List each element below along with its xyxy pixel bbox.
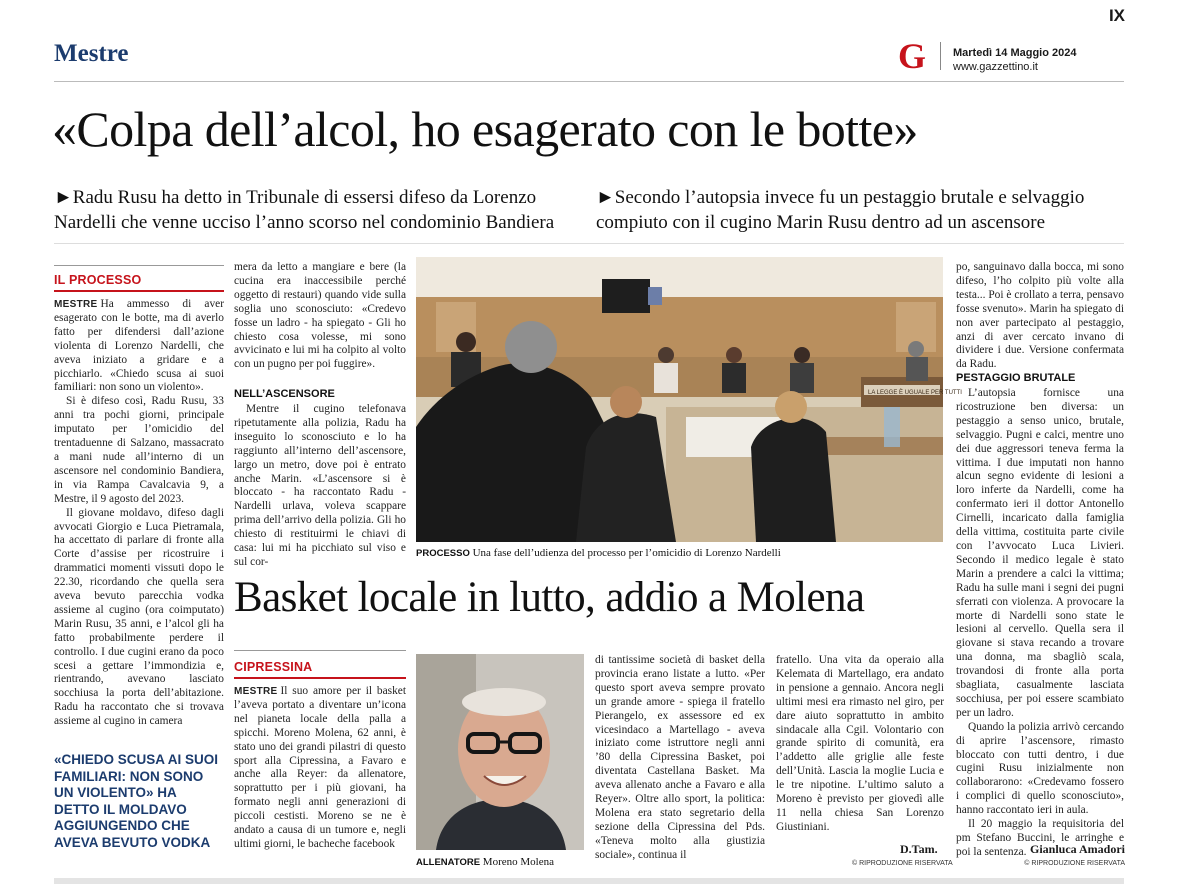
courtroom-illustration: [416, 257, 962, 542]
paragraph: Il 20 maggio la requisitoria del pm Stefano Buccini, le arringhe e poi la sentenza.: [956, 818, 1124, 858]
gazzettino-logo[interactable]: G: [898, 36, 927, 76]
subheading-pestaggio: PESTAGGIO BRUTALE: [956, 372, 1076, 384]
section-title: Mestre: [54, 40, 129, 67]
paragraph: fratello. Una vita da operaio alla Kelemata di Martellago, era andato in pensione a gennaio. Ancora negli ultimi mesi era rimasto nel giro, per dare aiuto soprattutto in ambito sindacale alla Cgil. Volontario con grande spirito di comunità, era l’addetto alle griglie alle feste dell’Unità. Lascia la moglie Lucia e le tre nipotine. L’ultimo saluto a Moreno è previsto per giovedì alle 11 nella chiesa San Lorenzo Giustiniani.: [776, 654, 944, 833]
author-signature: D.Tam.: [900, 842, 938, 856]
copyright-notice: © RIPRODUZIONE RISERVATA: [852, 860, 953, 867]
subheading-ascensore: NELL’ASCENSORE: [234, 388, 335, 400]
article2-column1: [234, 685, 406, 865]
courtroom-photo[interactable]: [416, 257, 962, 542]
header-rule: [54, 81, 1124, 82]
courtroom-wall-text: LA LEGGE È UGUALE PER TUTTI: [868, 390, 962, 396]
paragraph: Il suo amore per il basket l’aveva portato a diventare un’icona nel pianeta locale della palla a spicchi. Moreno Molena, 62 anni, è stato uno dei grandi pilastri di questo sport alla Cipressina, a Favaro e anche alla Reyer: da allenatore, soprattutto per i più giovani, ha formato negli anni generazioni di piccoli cestisti. Moreno se ne è andato a causa di un tumore e, negli ultimi giorni, le bacheche facebook: [234, 685, 406, 850]
courtroom-caption: [416, 547, 943, 559]
article1-column4-top: [956, 261, 1124, 371]
issue-date: Martedì 14 Maggio 2024: [953, 47, 1077, 59]
dateline: MESTRE: [54, 299, 98, 310]
site-url[interactable]: www.gazzettino.it: [953, 61, 1038, 73]
paragraph: Mentre il cugino telefonava ripetutamente alla polizia, Radu ha inseguito lo sconosciuto e lo ha raggiunto all’interno dell’ascensore, largo un metro, dove poi è entrato anche Marin. «L’ascensore si è bloccato - ha raccontato Radu - Nardelli urlava, voleva scappare prima dell’arrivo della polizia. Gli ho chiesto di restituirmi le chiavi di casa: lui mi ha picchiato sul viso e sul cor-: [234, 403, 406, 568]
label-underline: [234, 677, 406, 679]
label-underline: [54, 290, 224, 292]
paragraph: Il giovane moldavo, difeso dagli avvocati Giorgio e Luca Pietramala, ha accettato di parlare di fronte alla Corte d’assise per ricostruire i drammatici momenti vissuti dopo le 22.30, ricordando che quella sera aveva bevuto parecchia vodka assieme al cugino (ora coimputato) Marin Rusu, 35 anni, e l’alcol gli ha fatto probabilmente perdere il controllo. I due cugini erano da poco scesi a gettare l’immondizia e, rientrando, avevano lasciato socchiusa la porta dell’abitazione. Radu ha raccontato che si trovava assieme al cugino in camera: [54, 506, 224, 728]
dateline: MESTRE: [234, 686, 278, 697]
paragraph: mera da letto a mangiare e bere (la cucina era inaccessibile perché oggetto di restauri) quando vide sulla soglia uno sconosciuto: «Credevo fosse un ladro - ha spiegato - Gli ho chiesto cosa volesse, mi sono avvicinato e lui mi ha colpito al volto con un pugno per poi fuggire».: [234, 261, 406, 371]
footer-bar: [54, 878, 1124, 884]
pull-quote: «CHIEDO SCUSA AI SUOI FAMILIARI: NON SONO UN VIOLENTO» HA DETTO IL MOLDAVO AGGIUNGENDO CHE AVEVA BEVUTO VODKA: [54, 752, 219, 850]
paragraph: di tantissime società di basket della provincia erano listate a lutto. «Per questo sport aveva sempre provato un grande amore - spiega il fratello Pierangelo, ex assessore ed ex vicesindaco a Martellago - aveva iniziato come istruttore negli anni ’80 della Cipressina Basket, poi diventata Castellana Basket. Ma aveva allenato anche a Favaro e alla Reyer». Oltre allo sport, la politica: Molena era stato segretario della sezione della Cipressina del Pds. «Teneva molto alla giustizia sociale», continua il: [595, 654, 765, 861]
page-number: IX: [1108, 6, 1125, 25]
caption-label: PROCESSO: [416, 548, 470, 559]
paragraph: Si è difeso così, Radu Rusu, 33 anni tra pochi giorni, principale imputato per l’omicidio del trentaduenne di Salzano, massacrato a mani nude all’interno di un ascensore nel condominio Bandiera, in via Rampa Cavalcavia 9, a Mestre, il 9 agosto del 2023.: [54, 395, 224, 505]
paragraph: Quando la polizia arrivò cercando di aprire l’ascensore, rimasto bloccato con tutti dentro, i due cugini Rusu inizialmente non collaborarono: «Credevamo fossero i complici di quello sconosciuto», hanno raccontato ieri in aula.: [956, 720, 1124, 817]
secondary-headline: Basket locale in lutto, addio a Molena: [234, 574, 865, 621]
deck-left: ►Radu Rusu ha detto in Tribunale di essersi difeso da Lorenzo Nardelli che venne ucciso l’anno scorso nel condominio Bandiera: [54, 187, 555, 233]
article1-column2-bottom: [234, 403, 406, 568]
main-headline: «Colpa dell’alcol, ho esagerato con le botte»: [52, 101, 918, 157]
label-rule: [54, 265, 224, 266]
deck-rule: [54, 243, 1124, 244]
label-rule: [234, 650, 406, 651]
article2-column2: [595, 654, 765, 866]
article2-column3: [776, 654, 944, 840]
molena-photo[interactable]: [416, 654, 584, 850]
portrait-illustration: [416, 654, 584, 850]
article2-label: CIPRESSINA: [234, 660, 313, 674]
paragraph: Ha ammesso di aver esagerato con le botte, ma di averlo fatto per difendersi dall’azione violenta di Lorenzo Nardelli, che aveva iniziato a gridare e a picchiarlo. «Chiedo scusa ai suoi familiari: non sono un violento».: [54, 298, 224, 394]
caption-text: Una fase dell’udienza del processo per l’omicidio di Lorenzo Nardelli: [472, 547, 781, 559]
deck-right: ►Secondo l’autopsia invece fu un pestaggio brutale e selvaggio compiuto con il cugino Marin Rusu dentro ad un ascensore: [596, 187, 1085, 233]
molena-caption: [416, 856, 554, 868]
article1-column2-top: [234, 261, 406, 379]
paragraph: L’autopsia fornisce una ricostruzione ben diversa: un pestaggio a senso unico, brutale, selvaggio. Pugni e calci, mentre uno dei due aggressori teneva ferma la vittima. I due imputati non hanno alcun segno evidente di lesioni a loro inferte da Nardelli, come ha confermato ieri il dottor Antonello Cirnelli, incaricato dalla famiglia della vittima, costituita parte civile con l’avvocato Luca Livieri. Secondo il medico legale è stato Marin a prendere a calci la vittima; Radu ha sulle mani i segni dei pugni sferrati con violenza. A provocare la morte di Nardelli sono state le lesioni al cervello. Quella sera il giovane si stava recando a trovare una donna, ma sbagliò scala, trovandosi di fronte alla porta sbagliata, casualmente lasciata socchiusa, per poi essere scambiato per un ladro.: [956, 387, 1124, 719]
article1-column1: [54, 298, 224, 728]
author-signature: Gianluca Amadori: [1029, 842, 1125, 856]
article-label: IL PROCESSO: [54, 273, 142, 287]
logo-divider: [940, 42, 941, 70]
copyright-notice: © RIPRODUZIONE RISERVATA: [1024, 860, 1125, 867]
caption-label: ALLENATORE: [416, 857, 481, 868]
caption-text: Moreno Molena: [482, 856, 554, 868]
paragraph: po, sanguinavo dalla bocca, mi sono difeso, l’ho colpito più volte alla testa... Poi è crollato a terra, pensavo fosse svenuto». Marin ha spiegato di non aver partecipato al pestaggio, anzi di aver cercato invano di dividere i due. Versione confermata da Radu.: [956, 261, 1124, 371]
